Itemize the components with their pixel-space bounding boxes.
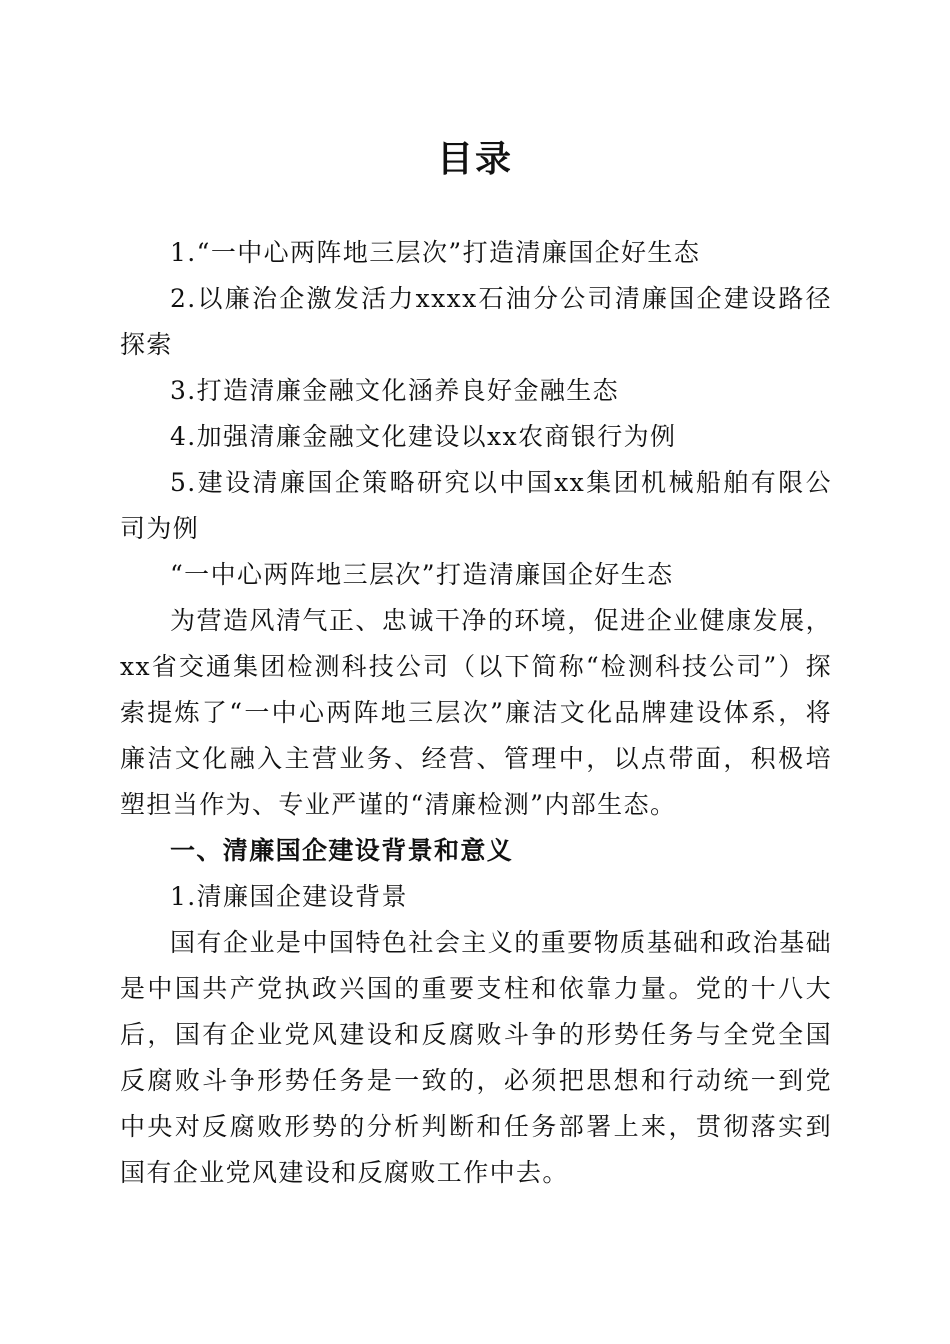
toc-item-4: 4.加强清廉金融文化建设以xx农商银行为例 [170,422,677,451]
subsection-heading: 1.清廉国企建设背景 [170,882,408,911]
intro-paragraph: 为营造风清气正、忠诚干净的环境，促进企业健康发展，xx省交通集团检测科技公司（以下简称“检测科技公司”）探索提炼了“一中心两阵地三层次”廉洁文化品牌建设体系，将廉洁文化融入主营业务、经营、管理中，以点带面，积极培塑担当作为、专业严谨的“清廉检测”内部生态。 [120,606,832,819]
toc-title: 目录 [436,139,513,180]
document-body [120,230,832,1196]
toc-item-1: 1.“一中心两阵地三层次”打造清廉国企好生态 [170,238,701,267]
toc-item-2: 2.以廉治企激发活力xxxx石油分公司清廉国企建设路径探索 [120,284,832,359]
body-paragraph: 国有企业是中国特色社会主义的重要物质基础和政治基础是中国共产党执政兴国的重要支柱和依靠力量。党的十八大后，国有企业党风建设和反腐败斗争的形势任务与全党全国反腐败斗争形势任务是一致的，必须把思想和行动统一到党中央对反腐败形势的分析判断和任务部署上来，贯彻落实到国有企业党风建设和反腐败工作中去。 [120,928,832,1187]
article-title: “一中心两阵地三层次”打造清廉国企好生态 [170,560,674,589]
toc-item-3: 3.打造清廉金融文化涵养良好金融生态 [170,376,620,405]
section-heading: 一、清廉国企建设背景和意义 [170,836,514,865]
toc-item-5: 5.建设清廉国企策略研究以中国xx集团机械船舶有限公司为例 [120,468,832,543]
